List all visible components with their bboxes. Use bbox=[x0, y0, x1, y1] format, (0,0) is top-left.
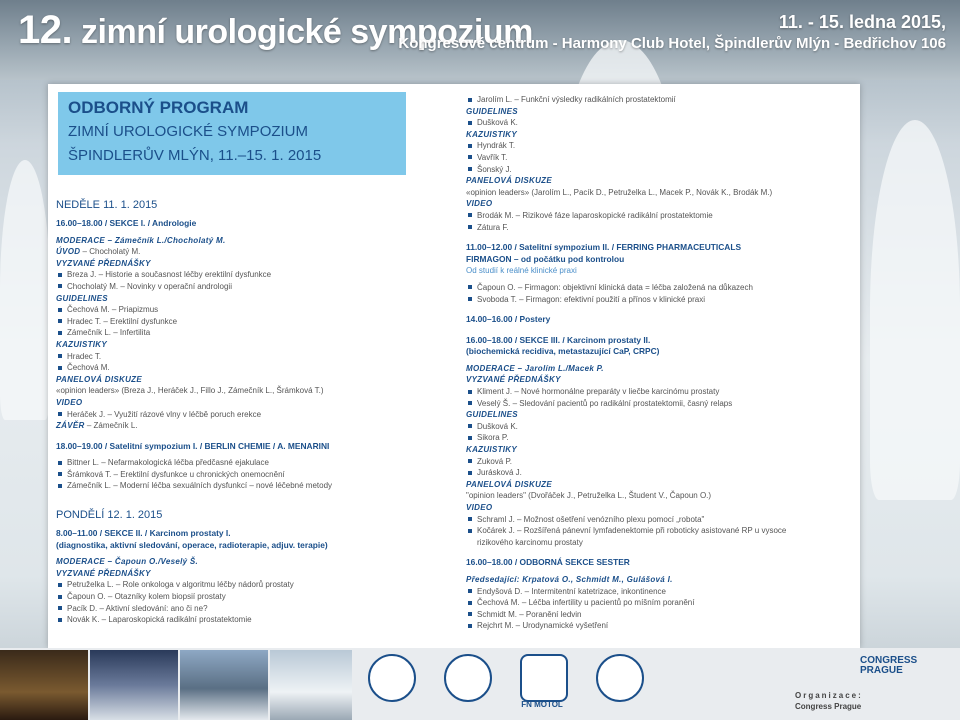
society-seal-icon bbox=[596, 654, 644, 702]
list-item: Pacík D. – Aktivní sledování: ano či ne? bbox=[56, 603, 412, 615]
category-label: PANELOVÁ DISKUZE bbox=[466, 176, 552, 186]
category-label: GUIDELINES bbox=[466, 106, 518, 116]
list-item: Endyšová D. – Intermitentní katetrizace, inkontinence bbox=[466, 586, 796, 598]
category-label: KAZUISTIKY bbox=[466, 445, 517, 455]
header-title: 12. zimní urologické sympozium bbox=[18, 8, 533, 52]
list-item: Hradec T. bbox=[56, 351, 412, 363]
category-label: PANELOVÁ DISKUZE bbox=[56, 374, 142, 384]
list-item: Kočárek J. – Rozšířená pánevní lymfadenektomie při roboticky asistované RP u vysoce rizikového karcinomu prostaty bbox=[466, 525, 796, 548]
ski-photo bbox=[180, 650, 268, 720]
snow-tree bbox=[0, 160, 50, 420]
list-item: Jurásková J. bbox=[466, 467, 796, 479]
organizer bbox=[795, 690, 863, 712]
list-item: Čechová M. – Priapizmus bbox=[56, 304, 412, 316]
category-label: PANELOVÁ DISKUZE bbox=[466, 479, 552, 489]
list-item: Zátura F. bbox=[466, 222, 796, 234]
list-item: Zámečník L. – Infertilita bbox=[56, 327, 412, 339]
panel-text: «opinion leaders» (Breza J., Heráček J., Fillo J., Zámečník L., Šrámková T.) bbox=[56, 386, 324, 396]
list-item: Petruželka L. – Role onkologa v algoritmu léčby nádorů prostaty bbox=[56, 579, 412, 591]
list-item: Sikora P. bbox=[466, 432, 796, 444]
category-label: KAZUISTIKY bbox=[56, 339, 107, 349]
category-label: GUIDELINES bbox=[56, 293, 108, 303]
category-label: VIDEO bbox=[466, 503, 493, 512]
program-left-column bbox=[56, 198, 412, 626]
category-label: GUIDELINES bbox=[466, 410, 518, 420]
chairs: Předsedající: Krpatová O., Schmidt M., Gulášová I. bbox=[466, 574, 673, 584]
section-heading: 8.00–11.00 / SEKCE II. / Karcinom prostaty I. bbox=[56, 528, 231, 539]
panel-text: "opinion leaders" (Dvořáček J., Petruželka L., Študent V., Čapoun O.) bbox=[466, 491, 712, 501]
list-item: Dušková K. bbox=[466, 117, 796, 129]
section-heading: 11.00–12.00 / Satelitní sympozium II. / FERRING PHARMACEUTICALS bbox=[466, 242, 742, 253]
list-item: Šonský J. bbox=[466, 164, 796, 176]
faculty-logo-icon bbox=[368, 654, 416, 702]
moderation: MODERACE – Zámečník L./Chocholatý M. bbox=[56, 235, 226, 245]
section-heading: 18.00–19.00 / Satelitní sympozium I. / BERLIN CHEMIE / A. MENARINI bbox=[56, 440, 330, 451]
category-label: KAZUISTIKY bbox=[466, 129, 517, 139]
section-heading: 14.00–16.00 / Postery bbox=[466, 314, 551, 325]
section-heading: (diagnostika, aktivní sledování, operace, radioterapie, adjuv. terapie) bbox=[56, 539, 328, 550]
symposium-name: FIRMAGON – od počátku pod kontrolou bbox=[466, 253, 625, 264]
program-title: ODBORNÝ PROGRAM bbox=[68, 98, 249, 117]
list-item: Čechová M. – Léčba infertility u pacientů po míšním poranění bbox=[466, 597, 796, 609]
program-location: ŠPINDLERŮV MLÝN, 11.–15. 1. 2015 bbox=[68, 147, 322, 164]
moderation: MODERACE – Čapoun O./Veselý Š. bbox=[56, 557, 199, 567]
panel-text: «opinion leaders» (Jarolím L., Pacík D., Petruželka L., Macek P., Novák K., Brodák M.) bbox=[466, 187, 773, 197]
intro: ÚVOD – Chocholatý M. bbox=[56, 247, 141, 257]
list-item: Dušková K. bbox=[466, 421, 796, 433]
hotel-photo bbox=[270, 650, 352, 720]
list-item: Breza J. – Historie a současnost léčby erektilní dysfunkce bbox=[56, 269, 412, 281]
restaurant-photo bbox=[0, 650, 88, 720]
category-label: VYZVANÉ PŘEDNÁŠKY bbox=[56, 568, 151, 578]
category-label: VYZVANÉ PŘEDNÁŠKY bbox=[466, 375, 561, 385]
program-title-box bbox=[58, 92, 406, 175]
organizer-label: Organizace: bbox=[795, 691, 863, 700]
fn-motol-logo-icon bbox=[520, 654, 568, 702]
list-item: Bittner L. – Nefarmakologická léčba předčasné ejakulace bbox=[56, 457, 412, 469]
category-label: VYZVANÉ PŘEDNÁŠKY bbox=[56, 258, 151, 268]
list-item: Rejchrt M. – Urodynamické vyšetření bbox=[466, 620, 796, 632]
moderation: MODERACE – Jarolím L./Macek P. bbox=[466, 363, 604, 373]
list-item: Zuková P. bbox=[466, 456, 796, 468]
section-heading: 16.00–18.00 / ODBORNÁ SEKCE SESTER bbox=[466, 557, 630, 568]
list-item: Čapoun O. – Otazníky kolem biopsií prostaty bbox=[56, 591, 412, 603]
symposium-subtitle: Od studií k reálné klinické praxi bbox=[466, 266, 577, 276]
program-right-column bbox=[466, 94, 796, 632]
mountain-photo bbox=[90, 650, 178, 720]
program-subtitle: ZIMNÍ UROLOGICKÉ SYMPOZIUM bbox=[68, 123, 309, 140]
snow-tree bbox=[870, 120, 960, 500]
header-dates: 11. - 15. ledna 2015, bbox=[778, 12, 946, 32]
list-item: Kliment J. – Nové hormonálne preparáty v liečbe karcinómu prostaty bbox=[466, 386, 796, 398]
conclusion: ZÁVĚR – Zámečník L. bbox=[56, 421, 138, 431]
list-item: Novák K. – Laparoskopická radikální prostatektomie bbox=[56, 614, 412, 626]
header-venue: Kongresové centrum - Harmony Club Hotel, Špindlerův Mlýn - Bedřichov 106 bbox=[398, 35, 946, 52]
section-heading: 16.00–18.00 / SEKCE I. / Andrologie bbox=[56, 218, 197, 228]
day-heading: PONDĚLÍ 12. 1. 2015 bbox=[56, 509, 163, 522]
list-item: Svoboda T. – Firmagon: efektivní použití a přínos v klinické praxi bbox=[466, 294, 796, 306]
day-heading: NEDĚLE 11. 1. 2015 bbox=[56, 199, 158, 211]
list-item: Schraml J. – Možnost ošetření venózního plexu pomocí „robota" bbox=[466, 514, 796, 526]
list-item: Šrámková T. – Erektilní dysfunkce u chronických onemocnění bbox=[56, 469, 412, 481]
fn-motol-label: FN MOTOL bbox=[521, 700, 563, 709]
list-item: Chocholatý M. – Novinky v operační andrologii bbox=[56, 281, 412, 293]
list-item: Jarolím L. – Funkční výsledky radikálních prostatektomií bbox=[466, 94, 796, 106]
list-item: Vavřík T. bbox=[466, 152, 796, 164]
list-item: Hradec T. – Erektilní dysfunkce bbox=[56, 316, 412, 328]
category-label: VIDEO bbox=[56, 397, 83, 407]
congress-prague-logo bbox=[860, 656, 917, 676]
list-item: Hyndrák T. bbox=[466, 140, 796, 152]
list-item: Zámečník L. – Moderní léčba sexuálních dysfunkcí – nové léčebné metody bbox=[56, 480, 412, 492]
logo-line-2: PRAGUE bbox=[860, 665, 903, 676]
list-item: Brodák M. – Rizikové fáze laparoskopické radikální prostatektomie bbox=[466, 210, 796, 222]
list-item: Schmidt M. – Poranění ledvin bbox=[466, 609, 796, 621]
list-item: Heráček J. – Využití rázové vlny v léčbě poruch erekce bbox=[56, 409, 412, 421]
society-logo-icon bbox=[444, 654, 492, 702]
section-heading: 16.00–18.00 / SEKCE III. / Karcinom prostaty II. bbox=[466, 334, 651, 345]
section-heading: (biochemická recidiva, metastazující CaP, CRPC) bbox=[466, 346, 660, 357]
header-info bbox=[398, 12, 946, 54]
list-item: Čechová M. bbox=[56, 362, 412, 374]
logo-line-1: CONGRESS bbox=[860, 655, 918, 666]
list-item: Čapoun O. – Firmagon: objektivní klinická data = léčba založená na důkazech bbox=[466, 282, 796, 294]
list-item: Veselý Š. – Sledování pacientů po radikální prostatektomii, časný relaps bbox=[466, 398, 796, 410]
organizer-name: Congress Prague bbox=[795, 702, 862, 711]
category-label: VIDEO bbox=[466, 199, 493, 209]
